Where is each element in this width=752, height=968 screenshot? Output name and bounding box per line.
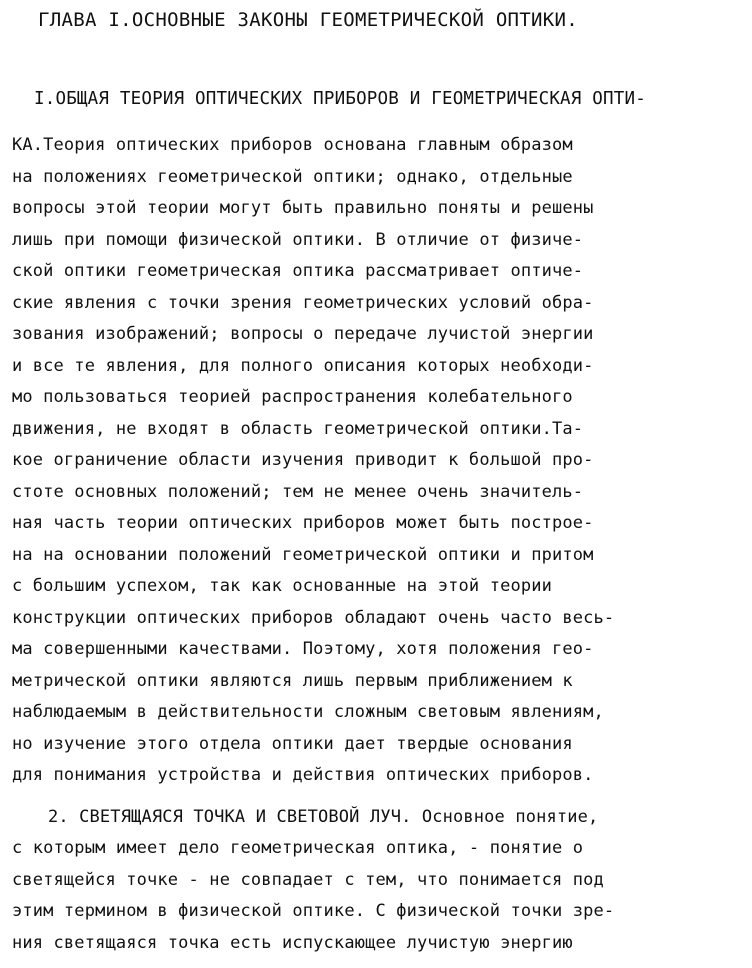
text-line: но изучение этого отдела оптики дает твердые основания	[12, 733, 573, 754]
text-line: на на основании положений геометрической оптики и притом	[12, 544, 594, 565]
text-line: стоте основных положений; тем не менее очень значитель-	[12, 481, 584, 502]
text-line: ния светящаяся точка есть испускающее лучистую энергию	[12, 932, 573, 953]
paragraph-1	[12, 130, 748, 792]
text-line: этим термином в физической оптике. С физической точки зре-	[12, 901, 615, 921]
paragraph-2	[12, 802, 748, 960]
text-line: вопросы этой теории могут быть правильно поняты и решены	[12, 198, 594, 218]
text-line: с которым имеет дело геометрическая оптика, - понятие о	[12, 838, 584, 858]
section-title: I.ОБЩАЯ ТЕОРИЯ ОПТИЧЕСКИХ ПРИБОРОВ И ГЕОМЕТРИЧЕСКАЯ ОПТИ-	[34, 89, 646, 109]
chapter-title: ГЛАВА I.ОСНОВНЫЕ ЗАКОНЫ ГЕОМЕТРИЧЕСКОЙ ОПТИКИ.	[38, 9, 578, 31]
text-line: ской оптики геометрическая оптика рассматривает оптиче-	[12, 261, 584, 281]
text-line: светящейся точке - не совпадает с тем, что понимается под	[12, 869, 604, 890]
text-line: КА.Теория оптических приборов основана главным образом	[12, 135, 573, 155]
text-line: наблюдаемым в действительности сложным световым явлениям,	[12, 702, 604, 722]
text-line: конструкции оптических приборов обладают очень часто весь-	[12, 607, 615, 628]
document-body	[12, 130, 748, 959]
text-line: ма совершенными качествами. Поэтому, хотя положения гео-	[12, 639, 594, 659]
text-line: для понимания устройства и действия оптических приборов.	[12, 765, 594, 785]
text-line: метрической оптики являются лишь первым приближением к	[12, 670, 573, 691]
text-line: движения, не входят в область геометрической оптики.Та-	[12, 418, 584, 439]
text-line: лишь при помощи физической оптики. В отличие от физиче-	[12, 229, 584, 250]
text-line: на положениях геометрической оптики; однако, отдельные	[12, 166, 573, 187]
text-line: с большим успехом, так как основанные на этой теории	[12, 576, 553, 596]
text-line: и все те явления, для полного описания которых необходи-	[12, 355, 594, 376]
text-line: ские явления с точки зрения геометрических условий обра-	[12, 292, 594, 313]
text-line: кое ограничение области изучения приводит к большой про-	[12, 450, 594, 470]
section-2-heading-line: 2. СВЕТЯЩАЯСЯ ТОЧКА И СВЕТОВОЙ ЛУЧ. Основное понятие,	[48, 806, 599, 827]
text-line: ная часть теории оптических приборов может быть построе-	[12, 513, 594, 533]
text-line: зования изображений; вопросы о передаче лучистой энергии	[12, 324, 594, 344]
text-line: мо пользоваться теорией распространения колебательного	[12, 387, 573, 407]
